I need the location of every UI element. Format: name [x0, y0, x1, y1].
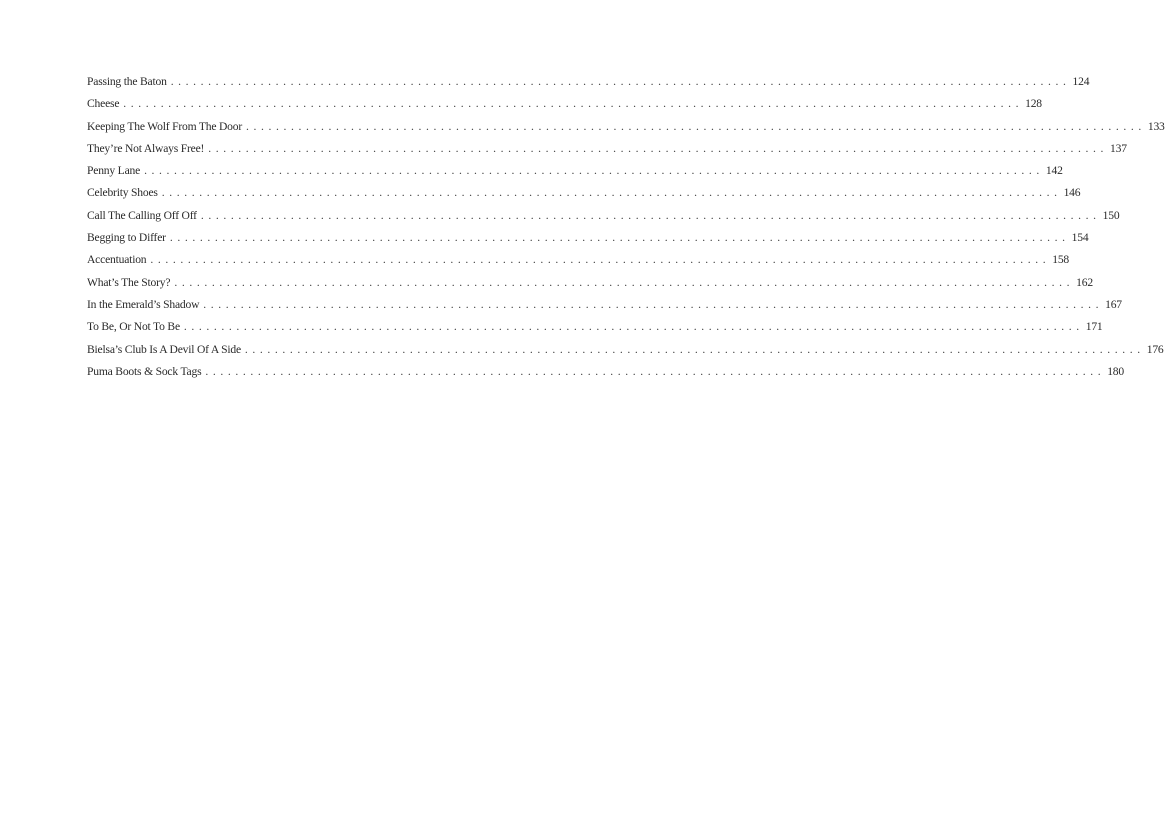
toc-entry-title: Cheese — [87, 97, 120, 111]
toc-dot-leader: ........................................................................................................................ — [170, 75, 1071, 88]
toc-entry — [87, 294, 1122, 316]
toc-entry-page: 133 — [1147, 119, 1165, 133]
toc-entry-page: 154 — [1071, 231, 1089, 245]
toc-entry-page: 158 — [1052, 253, 1070, 267]
toc-entry-page: 176 — [1146, 342, 1164, 356]
toc-entry — [87, 339, 1164, 361]
toc-entry-title: What’s The Story? — [87, 275, 171, 289]
toc-dot-leader: ........................................................................................................................ — [203, 297, 1104, 311]
toc-entry-page: 180 — [1107, 364, 1124, 378]
toc-dot-leader: ........................................................................................................................ — [200, 208, 1101, 222]
toc-dot-leader: ........................................................................................................................ — [150, 253, 1051, 267]
toc-entry-page: 162 — [1076, 275, 1093, 289]
toc-entry — [87, 205, 1120, 227]
toc-dot-leader: ........................................................................................................................ — [169, 231, 1070, 245]
toc-entry — [87, 227, 1089, 249]
toc-entry — [87, 316, 1103, 338]
toc-entry — [87, 116, 1165, 138]
toc-entry-title: Celebrity Shoes — [87, 186, 158, 200]
toc-entry-title: They’re Not Always Free! — [87, 141, 205, 155]
toc-entry-title: Bielsa’s Club Is A Devil Of A Side — [87, 342, 241, 356]
toc-dot-leader: ........................................................................................................................ — [123, 97, 1024, 111]
toc-dot-leader: ........................................................................................................................ — [244, 342, 1145, 356]
toc-dot-leader: ........................................................................................................................ — [161, 186, 1062, 200]
toc-entry — [87, 71, 1090, 93]
toc-entry-page: 167 — [1105, 297, 1122, 311]
toc-entry-title: Penny Lane — [87, 164, 141, 178]
toc-entry — [87, 160, 1063, 182]
toc-entry-title: Puma Boots & Sock Tags — [87, 364, 202, 378]
toc-entry-page: 142 — [1045, 164, 1063, 178]
toc-entry-title: Begging to Differ — [87, 231, 166, 245]
toc-entry-page: 124 — [1072, 75, 1090, 88]
toc-dot-leader: ........................................................................................................................ — [246, 119, 1146, 133]
toc-entry — [87, 272, 1093, 294]
toc-dot-leader: ........................................................................................................................ — [174, 275, 1075, 289]
toc-dot-leader: ........................................................................................................................ — [183, 320, 1084, 334]
toc-entry — [87, 182, 1081, 204]
toc-entry — [87, 249, 1070, 271]
toc-entry-title: Keeping The Wolf From The Door — [87, 119, 243, 133]
toc-entry — [87, 361, 1124, 383]
toc-entry-page: 128 — [1025, 97, 1042, 111]
toc-entry-page: 171 — [1085, 320, 1103, 334]
toc-dot-leader: ........................................................................................................................ — [144, 164, 1044, 178]
toc-entry-title: Call The Calling Off Off — [87, 208, 197, 222]
toc-entry-page: 137 — [1110, 141, 1127, 155]
toc-dot-leader: ........................................................................................................................ — [208, 141, 1109, 155]
toc-entry — [87, 93, 1042, 115]
table-of-contents — [87, 71, 1165, 383]
toc-entry-title: To Be, Or Not To Be — [87, 320, 180, 334]
toc-entry-title: Accentuation — [87, 253, 147, 267]
toc-dot-leader: ........................................................................................................................ — [205, 364, 1106, 378]
toc-entry — [87, 138, 1127, 160]
toc-entry-page: 150 — [1102, 208, 1120, 222]
toc-entry-title: Passing the Baton — [87, 75, 167, 88]
toc-entry-page: 146 — [1063, 186, 1081, 200]
toc-entry-title: In the Emerald’s Shadow — [87, 297, 200, 311]
